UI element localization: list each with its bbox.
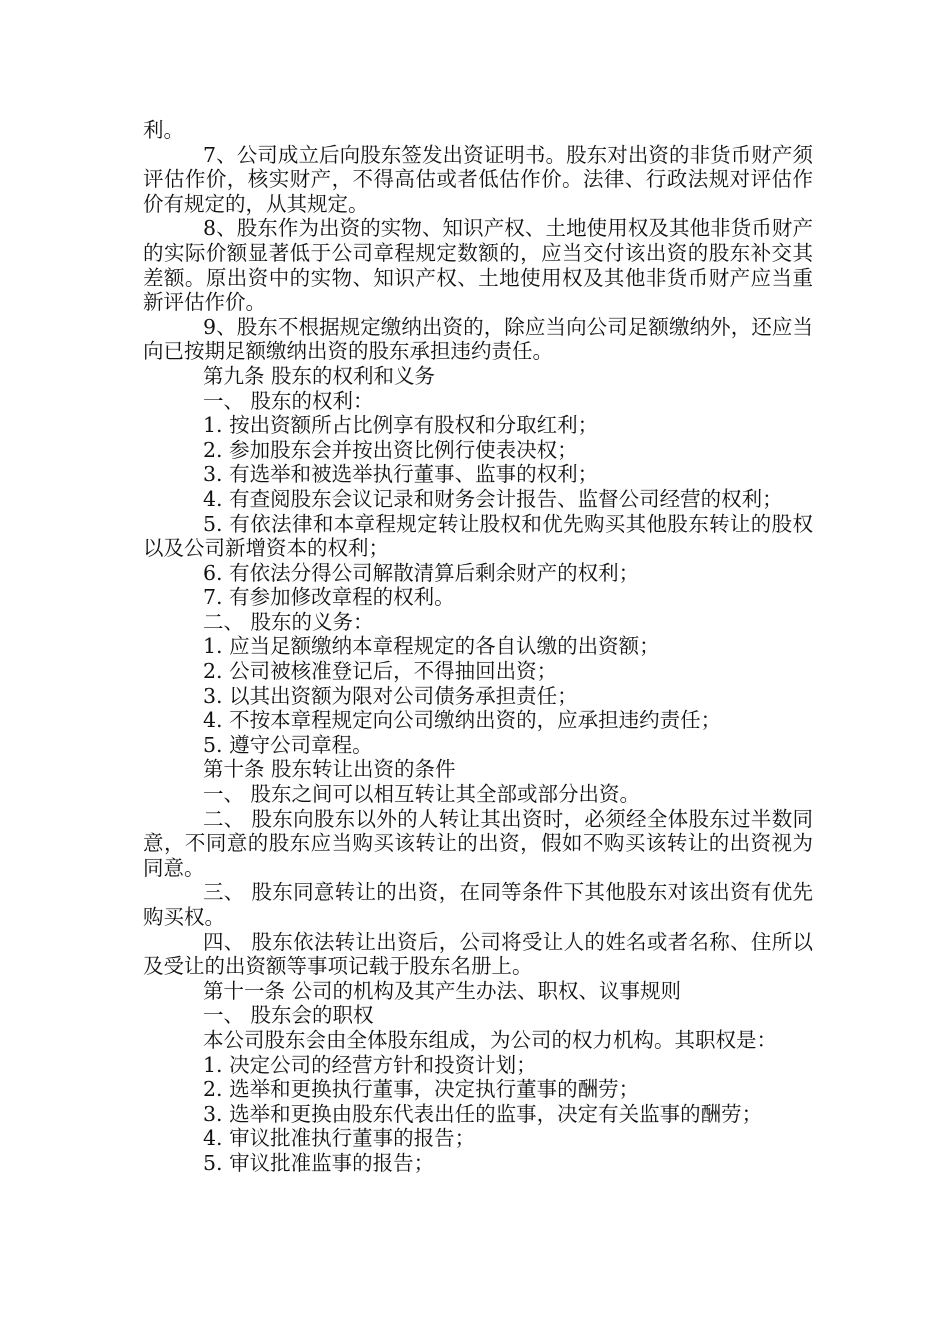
list-item: 1. 按出资额所占比例享有股权和分取红利； [203, 413, 599, 438]
list-item: 2. 公司被核准登记后，不得抽回出资； [203, 659, 558, 684]
list-item: 三、 股东同意转让的出资，在同等条件下其他股东对该出资有优先购买权。 [143, 880, 813, 929]
list-item: 2. 参加股东会并按出资比例行使表决权； [203, 437, 578, 462]
list-item: 5. 审议批准监事的报告； [203, 1150, 435, 1175]
subsection-heading-obligations: 二、 股东的义务： [203, 609, 374, 634]
subsection-heading-shareholder-meeting: 一、 股东会的职权 [203, 1003, 374, 1028]
section-heading-article-9: 第九条 股东的权利和义务 [203, 363, 436, 388]
list-item: 3. 以其出资额为限对公司债务承担责任； [203, 683, 578, 708]
paragraph-2: 8、股东作为出资的实物、知识产权、土地使用权及其他非货币财产的实际价额显著低于公司章程规定数额的，应当交付该出资的股东补交其差额。原出资中的实物、知识产权、土地使用权及其他非货币财产应当重新评估作价。 [143, 216, 813, 315]
section-heading-article-10: 第十条 股东转让出资的条件 [203, 757, 456, 782]
list-item: 1. 应当足额缴纳本章程规定的各自认缴的出资额； [203, 634, 660, 659]
document-body [143, 118, 813, 1176]
section-heading-article-11: 第十一条 公司的机构及其产生办法、职权、议事规则 [203, 978, 682, 1003]
list-item: 6. 有依法分得公司解散清算后剩余财产的权利； [203, 560, 640, 585]
list-item: 4. 审议批准执行董事的报告； [203, 1126, 476, 1151]
list-item: 1. 决定公司的经营方针和投资计划； [203, 1052, 537, 1077]
paragraph-shareholder-meeting-intro: 本公司股东会由全体股东组成，为公司的权力机构。其职权是： [203, 1027, 777, 1052]
list-item: 5. 遵守公司章程。 [203, 732, 373, 757]
list-item: 4. 有查阅股东会议记录和财务会计报告、监督公司经营的权利； [203, 486, 783, 511]
list-item: 3. 选举和更换由股东代表出任的监事，决定有关监事的酬劳； [203, 1101, 763, 1126]
subsection-heading-rights: 一、 股东的权利： [203, 388, 374, 413]
list-item: 4. 不按本章程规定向公司缴纳出资的，应承担违约责任； [203, 708, 722, 733]
list-item: 2. 选举和更换执行董事，决定执行董事的酬劳； [203, 1077, 640, 1102]
paragraph-0: 利。 [143, 118, 184, 142]
paragraph-1: 7、公司成立后向股东签发出资证明书。股东对出资的非货币财产须评估作价，核实财产，不得高估或者低估作价。法律、行政法规对评估作价有规定的，从其规定。 [143, 142, 813, 216]
list-item: 一、 股东之间可以相互转让其全部或部分出资。 [203, 782, 641, 807]
list-item: 四、 股东依法转让出资后，公司将受让人的姓名或者名称、住所以及受让的出资额等事项记载于股东名册上。 [143, 929, 813, 979]
list-item: 二、 股东向股东以外的人转让其出资时，必须经全体股东过半数同意，不同意的股东应当购买该转让的出资，假如不购买该转让的出资视为同意。 [143, 806, 813, 880]
list-item: 7. 有参加修改章程的权利。 [203, 585, 455, 610]
list-item: 5. 有依法律和本章程规定转让股权和优先购买其他股东转让的股权以及公司新增资本的权利； [143, 511, 813, 561]
list-item: 3. 有选举和被选举执行董事、监事的权利； [203, 462, 599, 487]
paragraph-3: 9、股东不根据规定缴纳出资的，除应当向公司足额缴纳外，还应当向已按期足额缴纳出资的股东承担违约责任。 [143, 314, 813, 364]
